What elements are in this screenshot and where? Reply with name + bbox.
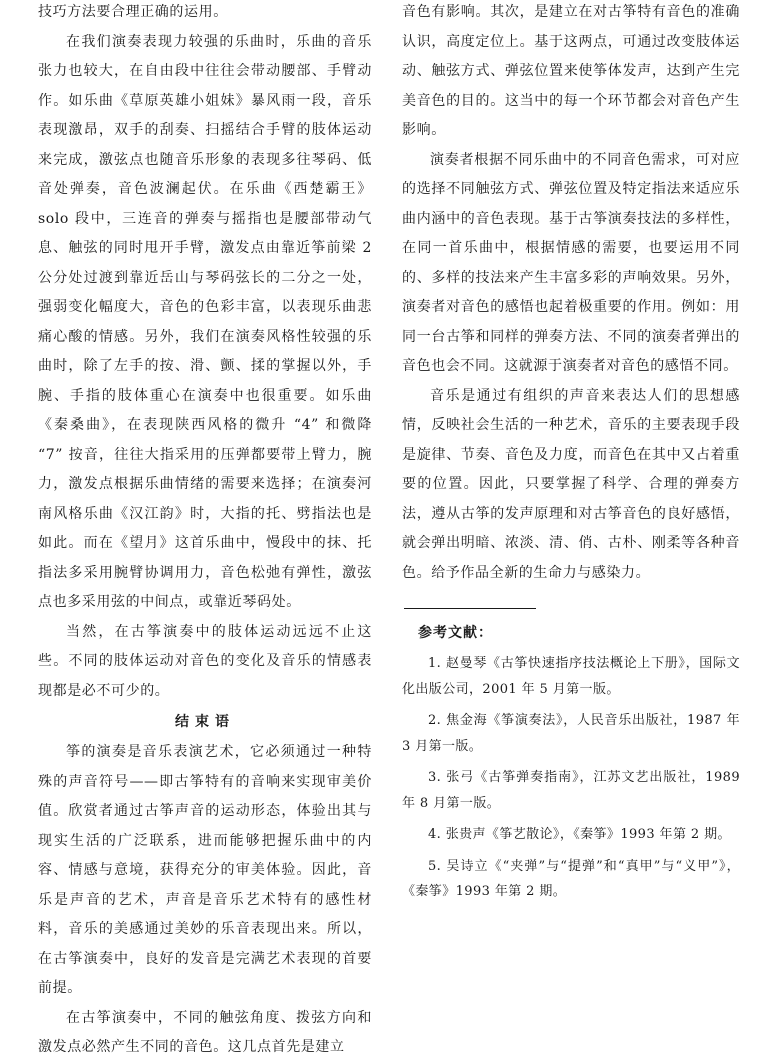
paragraph: 音乐是通过有组织的声音来表达人们的思想感情，反映社会生活的一种艺术，音乐的主要表现手段是旋律、节奏、音色及力度，而音色在其中又占着重要的位置。因此，只要掌握了科学、合理的弹奏方法，遵从古筝的发声原理和对古筝音色的良好感悟，就会弹出明暗、浓淡、清、俏、古朴、刚柔等各种音色。给予作品全新的生命力与感染力。 bbox=[402, 387, 740, 581]
paragraph: 筝的演奏是音乐表演艺术，它必须通过一种特殊的声音符号——即古筝特有的音响来实现审美价值。欣赏者通过古筝声音的运动形态，体验出其与现实生活的广泛联系，进而能够把握乐曲中的内容、情感与意境，获得充分的审美体验。因此，音乐是声音的艺术，声音是音乐艺术特有的感性材料，音乐的美感通过美妙的乐音表现出来。所以，在古筝演奏中，良好的发音是完满艺术表现的首要前提。 bbox=[38, 744, 372, 996]
reference-item: 4. 张贵声《筝艺散论》，《秦筝》1993 年第 2 期。 bbox=[428, 827, 731, 842]
paragraph: 音色有影响。其次，是建立在对古筝特有音色的准确认识，高度定位上。基于这两点，可通过改变肢体运动、触弦方式、弹弦位置来使筝体发声，达到产生完美音色的目的。这当中的每一个环节都会对音色产生影响。 bbox=[402, 4, 740, 138]
references-title: 参考文献： bbox=[418, 625, 493, 641]
reference-list bbox=[402, 651, 740, 905]
reference-item: 3. 张弓《古筝弹奏指南》，江苏文艺出版社，1989 年 8 月第一版。 bbox=[402, 770, 740, 811]
reference-item: 2. 焦金海《筝演奏法》，人民音乐出版社，1987 年 3 月第一版。 bbox=[402, 713, 740, 754]
paragraph: 技巧方法要合理正确的运用。 bbox=[38, 4, 228, 20]
reference-item: 5. 吴诗立《“夹弹”与“提弹”和“真甲”与“义甲”》，《秦筝》1993 年第 2 期。 bbox=[402, 858, 740, 899]
paragraph: 在我们演奏表现力较强的乐曲时，乐曲的音乐张力也较大，在自由段中往往会带动腰部、手臂动作。如乐曲《草原英雄小姐妹》暴风雨一段，音乐表现激昂，双手的刮奏、扫摇结合手臂的肢体运动来完成，激弦点也随音乐形象的表现多往琴码、低音处弹奏，音色波澜起伏。在乐曲《西楚霸王》solo 段中，三连音的弹奏与摇指也是腰部带动气息、触弦的同时甩开手臂，激发点由靠近筝前梁 2 公分处过渡到靠近岳山与琴码弦长的二分之一处，强弱变化幅度大，音色的色彩丰富，以表现乐曲悲痛心酸的情感。另外，我们在演奏风格性较强的乐曲时，除了左手的按、滑、颤、揉的掌握以外，手腕、手指的肢体重心在演奏中也很重要。如乐曲《秦桑曲》，在表现陕西风格的微升 “4” 和微降 “7” 按音，往往大指采用的压弹都要带上臂力，腕力，激发点根据乐曲情绪的需要来选择；在演奏河南风格乐曲《汉江韵》时，大指的托、劈指法也是如此。而在《望月》这首乐曲中，慢段中的抹、托指法多采用腕臂协调用力，音色松弛有弹性，激弦点也多采用弦的中间点，或靠近琴码处。 bbox=[38, 33, 372, 610]
footnote-divider bbox=[404, 608, 536, 609]
section-heading: 结束语 bbox=[175, 714, 235, 730]
right-column bbox=[402, 0, 740, 911]
paragraph: 在古筝演奏中，不同的触弦角度、拨弦方向和激发点必然产生不同的音色。这几点首先是建立 bbox=[38, 1009, 372, 1055]
left-column bbox=[38, 0, 372, 1063]
paragraph: 演奏者根据不同乐曲中的不同音色需求，可对应的选择不同触弦方式、弹弦位置及特定指法来适应乐曲内涵中的音色表现。基于古筝演奏技法的多样性，在同一首乐曲中，根据情感的需要，也要运用不同的、多样的技法来产生丰富多彩的声响效果。另外，演奏者对音色的感悟也起着极重要的作用。例如：用同一台古筝和同样的弹奏方法、不同的演奏者弹出的音色也会不同。这就源于演奏者对音色的感悟不同。 bbox=[402, 151, 740, 374]
paragraph: 当然，在古筝演奏中的肢体运动远远不止这些。不同的肢体运动对音色的变化及音乐的情感表现都是必不可少的。 bbox=[38, 623, 372, 699]
reference-item: 1. 赵曼琴《古筝快速指序技法概论上下册》，国际文化出版公司，2001 年 5 月第一版。 bbox=[402, 656, 740, 697]
